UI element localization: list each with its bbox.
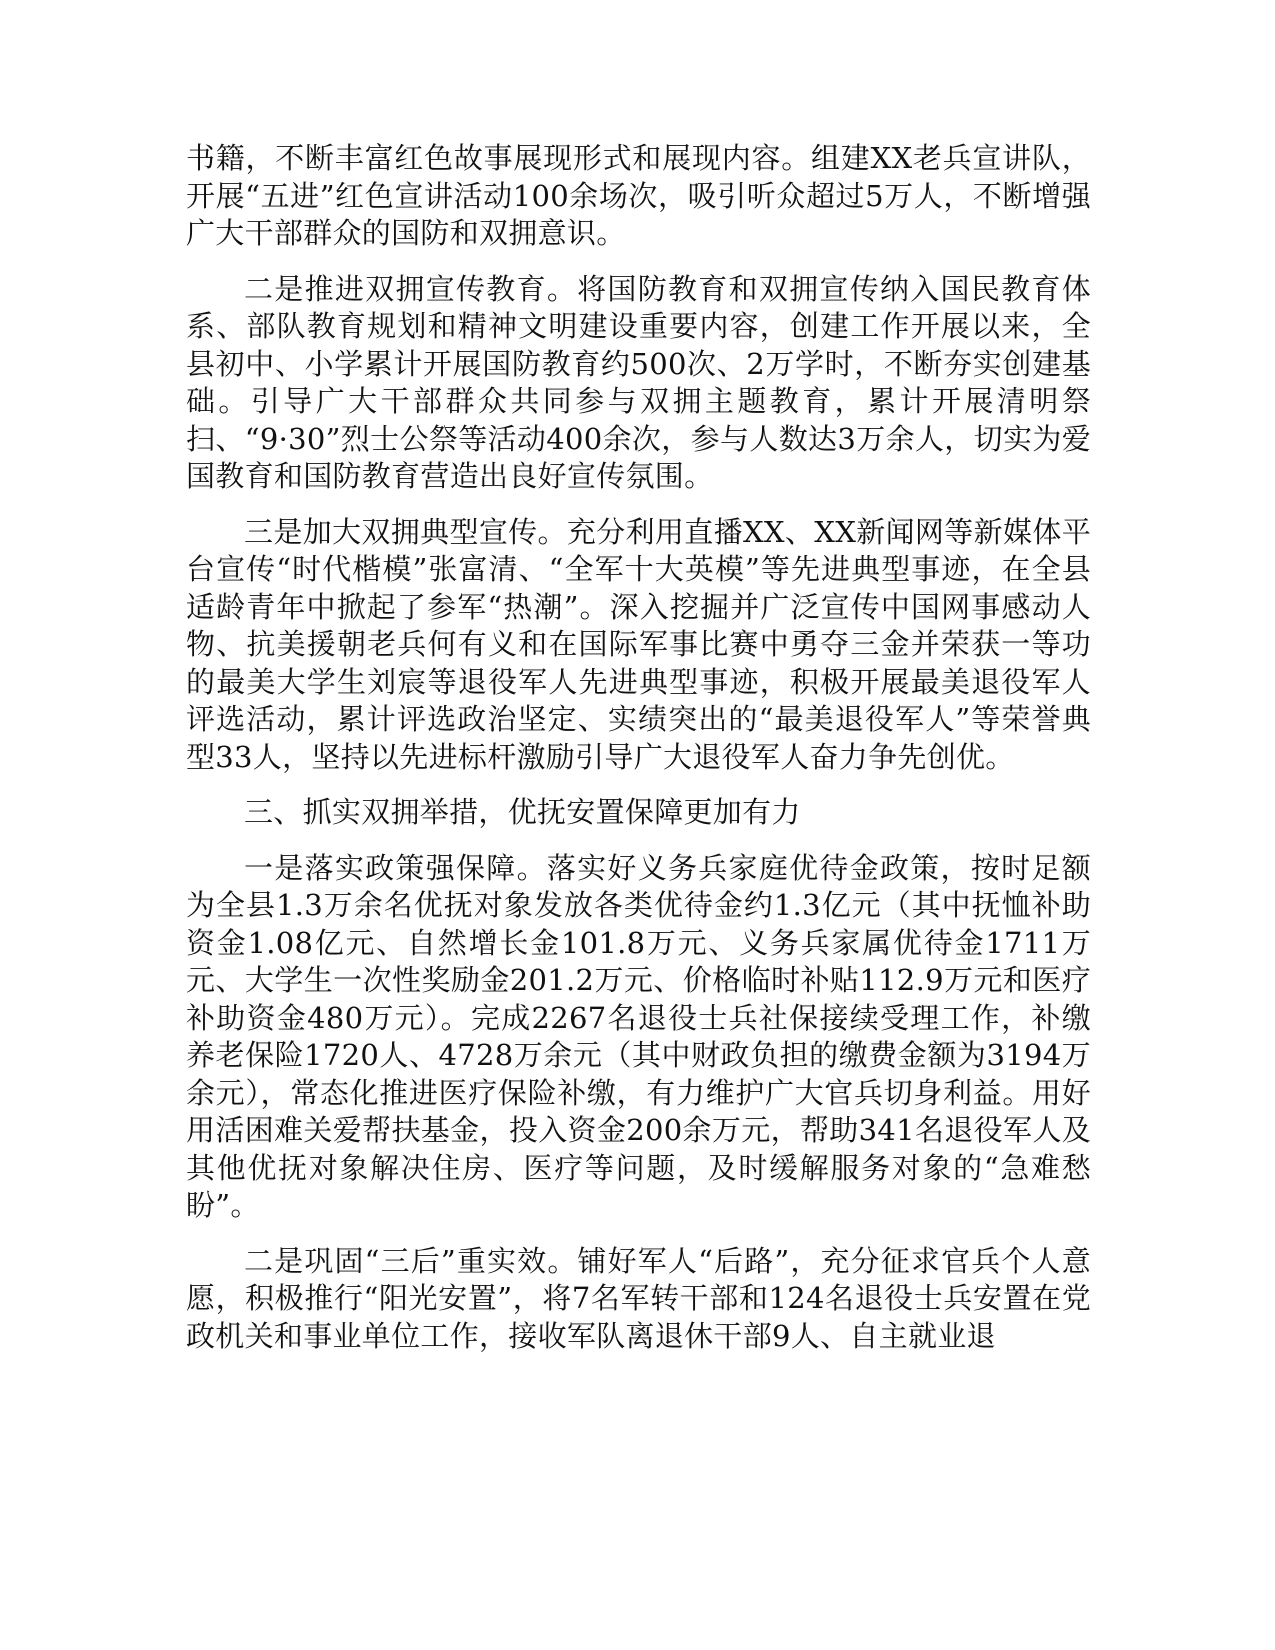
- paragraph-publicity-education: 二是推进双拥宣传教育。将国防教育和双拥宣传纳入国民教育体系、部队教育规划和精神文明建设重要内容，创建工作开展以来，全县初中、小学累计开展国防教育约500次、2万学时，不断夯实创建基础。引导广大干部群众共同参与双拥主题教育，累计开展清明祭扫、“9·30”烈士公祭等活动400余次，参与人数达3万余人，切实为爱国教育和国防教育营造出良好宣传氛围。: [186, 271, 1091, 493]
- paragraph-three-after: 二是巩固“三后”重实效。铺好军人“后路”，充分征求官兵个人意愿，积极推行“阳光安置”，将7名军转干部和124名退役士兵安置在党政机关和事业单位工作，接收军队离退休干部9人、自主就业退: [186, 1243, 1091, 1353]
- paragraph-model-publicity: 三是加大双拥典型宣传。充分利用直播XX、XX新闻网等新媒体平台宣传“时代楷模”张富清、“全军十大英模”等先进典型事迹，在全县适龄青年中掀起了参军“热潮”。深入挖掘并广泛宣传中国网事感动人物、抗美援朝老兵何有义和在国际军事比赛中勇夺三金并荣获一等功的最美大学生刘宸等退役军人先进典型事迹，积极开展最美退役军人评选活动，累计评选政治坚定、实绩突出的“最美退役军人”等荣誉典型33人，坚持以先进标杆激励引导广大退役军人奋力争先创优。: [186, 514, 1091, 774]
- document-body: [186, 140, 1091, 1373]
- paragraph-continuation: 书籍，不断丰富红色故事展现形式和展现内容。组建XX老兵宣讲队，开展“五进”红色宣讲活动100余场次，吸引听众超过5万人，不断增强广大干部群众的国防和双拥意识。: [186, 141, 1091, 250]
- paragraph-policy-guarantee: 一是落实政策强保障。落实好义务兵家庭优待金政策，按时足额为全县1.3万余名优抚对象发放各类优待金约1.3亿元（其中抚恤补助资金1.08亿元、自然增长金101.8万元、义务兵家属优待金1711万元、大学生一次性奖励金201.2万元、价格临时补贴112.9万元和医疗补助资金480万元）。完成2267名退役士兵社保接续受理工作，补缴养老保险1720人、4728万余元（其中财政负担的缴费金额为3194万余元），常态化推进医疗保险补缴，有力维护广大官兵切身利益。用好用活困难关爱帮扶基金，投入资金200余万元，帮助341名退役军人及其他优抚对象解决住房、医疗等问题，及时缓解服务对象的“急难愁盼”。: [186, 850, 1091, 1222]
- section-heading: 三、抓实双拥举措，优抚安置保障更加有力: [244, 795, 801, 829]
